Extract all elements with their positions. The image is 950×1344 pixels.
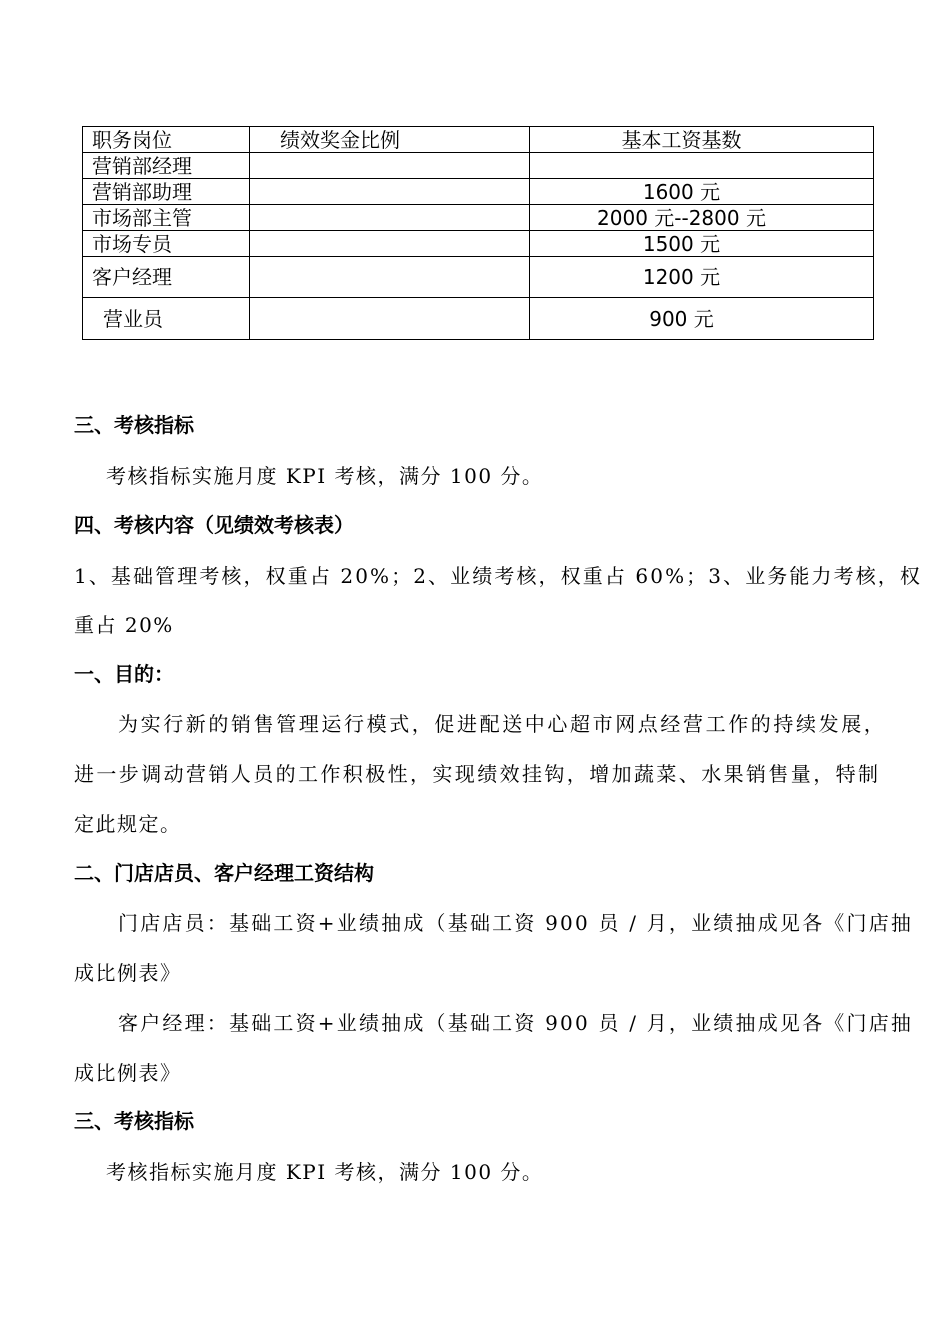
cell-base-salary xyxy=(530,153,874,179)
paragraph-kpi: 考核指标实施月度 KPI 考核，满分 100 分。 xyxy=(106,464,544,488)
cell-position: 营业员 xyxy=(83,298,250,340)
paragraph-weights-line2: 重占 20% xyxy=(74,613,174,637)
paragraph-kpi-repeat: 考核指标实施月度 KPI 考核，满分 100 分。 xyxy=(106,1160,544,1184)
paragraph-manager-line2: 成比例表》 xyxy=(74,1061,182,1085)
paragraph-clerk-line1: 门店店员：基础工资+业绩抽成（基础工资 900 员 / 月，业绩抽成见各《门店抽 xyxy=(118,911,914,935)
cell-position: 营销部经理 xyxy=(83,153,250,179)
table-header-row xyxy=(83,127,874,153)
paragraph-manager-line1: 客户经理：基础工资+业绩抽成（基础工资 900 员 / 月，业绩抽成见各《门店抽 xyxy=(118,1011,914,1035)
section-heading-kpi: 三、考核指标 xyxy=(74,413,194,437)
table-row xyxy=(83,257,874,298)
header-bonus-ratio: 绩效奖金比例 xyxy=(250,127,530,153)
cell-position: 市场部主管 xyxy=(83,205,250,231)
paragraph-purpose-line1: 为实行新的销售管理运行模式，促进配送中心超市网点经营工作的持续发展， xyxy=(118,712,887,736)
cell-position: 客户经理 xyxy=(83,257,250,298)
section-heading-content: 四、考核内容（见绩效考核表） xyxy=(74,513,354,537)
cell-base-salary: 1200 元 xyxy=(530,257,874,298)
cell-base-salary: 1500 元 xyxy=(530,231,874,257)
cell-bonus-ratio xyxy=(250,205,530,231)
cell-bonus-ratio xyxy=(250,153,530,179)
cell-base-salary: 1600 元 xyxy=(530,179,874,205)
paragraph-clerk-line2: 成比例表》 xyxy=(74,961,182,985)
cell-bonus-ratio xyxy=(250,257,530,298)
cell-bonus-ratio xyxy=(250,231,530,257)
salary-table xyxy=(82,126,874,340)
paragraph-purpose-line2: 进一步调动营销人员的工作积极性，实现绩效挂钩，增加蔬菜、水果销售量，特制 xyxy=(74,762,881,786)
paragraph-purpose-line3: 定此规定。 xyxy=(74,812,182,836)
table-row xyxy=(83,231,874,257)
paragraph-weights-line1: 1、基础管理考核，权重占 20%；2、业绩考核，权重占 60%；3、业务能力考核，权 xyxy=(74,564,922,588)
cell-base-salary: 900 元 xyxy=(530,298,874,340)
section-heading-purpose: 一、目的： xyxy=(74,662,174,686)
cell-position: 营销部助理 xyxy=(83,179,250,205)
section-heading-structure: 二、门店店员、客户经理工资结构 xyxy=(74,861,374,885)
header-base-salary: 基本工资基数 xyxy=(530,127,874,153)
table-row xyxy=(83,153,874,179)
header-position: 职务岗位 xyxy=(83,127,250,153)
table-row xyxy=(83,179,874,205)
section-heading-kpi-repeat: 三、考核指标 xyxy=(74,1109,194,1133)
cell-bonus-ratio xyxy=(250,298,530,340)
cell-position: 市场专员 xyxy=(83,231,250,257)
cell-base-salary: 2000 元--2800 元 xyxy=(530,205,874,231)
table-row xyxy=(83,298,874,340)
table-row xyxy=(83,205,874,231)
cell-bonus-ratio xyxy=(250,179,530,205)
